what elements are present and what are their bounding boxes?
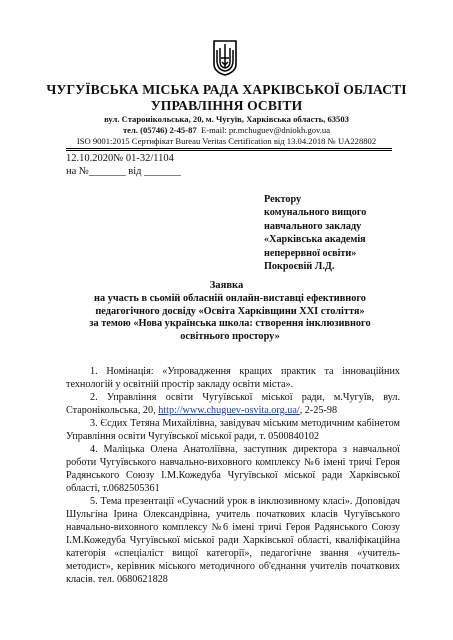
header-divider [66, 148, 392, 149]
recipient-line: Ректору [264, 194, 302, 205]
coat-of-arms-icon [213, 40, 237, 76]
request-items [66, 365, 400, 586]
item-organization-text: 2. Управління освіти Чугуївської міської ради, м.Чугуїв, вул. Старонікольська, 20, [66, 392, 400, 416]
recipient-line: навчального закладу [264, 220, 362, 232]
item-contact-person: 3. Єсдих Тетяна Михайлівна, завідувач міським методичним кабінетом Управління освіти Чугуївської міської ради, т. 0500840102 [66, 418, 400, 442]
header-divider [66, 150, 392, 151]
request-line: педагогічного досвіду «Освіта Харківщини ХХІ століття» [95, 305, 365, 317]
contact-line [0, 125, 453, 135]
recipient-line: Покроєвій Л.Д. [264, 261, 335, 273]
item-organization-phone: , 2-25-98 [299, 405, 338, 416]
organization-name: ЧУГУЇВСЬКА МІСЬКА РАДА ХАРКІВСЬКОЇ ОБЛАСТІ [46, 82, 407, 97]
recipient-block [264, 193, 434, 273]
request-line: освітнього простору» [180, 330, 280, 342]
request-subject [60, 293, 400, 343]
recipient-line: комунального вищого [264, 207, 367, 219]
department-name: УПРАВЛІННЯ ОСВІТИ [150, 98, 303, 113]
website-link[interactable]: http://www.chuguev-osvita.org.ua/ [158, 405, 300, 416]
outgoing-date-number: 12.10.2020№ 01-32/1104 [66, 153, 174, 164]
request-line: на участь в сьомій обласній онлайн-виставці ефективного [94, 293, 366, 304]
address: вул. Старонікольська, 20, м. Чугуїв, Харківська область, 63503 [104, 114, 349, 124]
incoming-reference: на №_______ від _______ [66, 166, 181, 177]
recipient-line: неперервної освіти» [264, 247, 357, 259]
item-nomination: 1. Номінація: «Упровадження кращих практик та інноваційних технологій у освітній простір закладу освіти міста». [66, 366, 400, 390]
item-presentation: 5. Тема презентації «Сучасний урок в інклюзивному класі». Доповідач Шульгіна Ірина Олександрівна, учитель початкових класів Чугуївського навчально-виховного комплексу №6 імені тричі Героя Радянського Союзу І.М.Кожедуба Чугуївської міської ради Харківської області, кваліфікаційна категорія «спеціаліст вищої категорії», педагогічне звання «учитель-методист», керівник міського методичного об'єднання учителів початкових класів. тел. 0680621828 [66, 496, 400, 585]
item-organization [66, 391, 400, 417]
request-line: за темою «Нова українська школа: створення інклюзивного [89, 318, 371, 330]
email: E-mail: pr.mchuguev@dniokh.gov.ua [200, 125, 331, 135]
iso-certificate: ISO 9001:2015 Сертифікат Bureau Veritas Certification від 13.04.2018 № UA228802 [76, 136, 377, 146]
phone: тел. (05746) 2-45-87 [122, 125, 197, 135]
item-deputy-director: 4. Маліцька Олена Анатоліївна, заступник директора з навчальної роботи Чугуївського навчально-виховного комплексу №6 імені тричі Героя Радянського Союзу І.М.Кожедуба Чугуївської міської ради Харківської області, т.0682505361 [66, 444, 400, 494]
request-title: Заявка [209, 280, 244, 291]
recipient-line: «Харківська академія [264, 234, 366, 246]
